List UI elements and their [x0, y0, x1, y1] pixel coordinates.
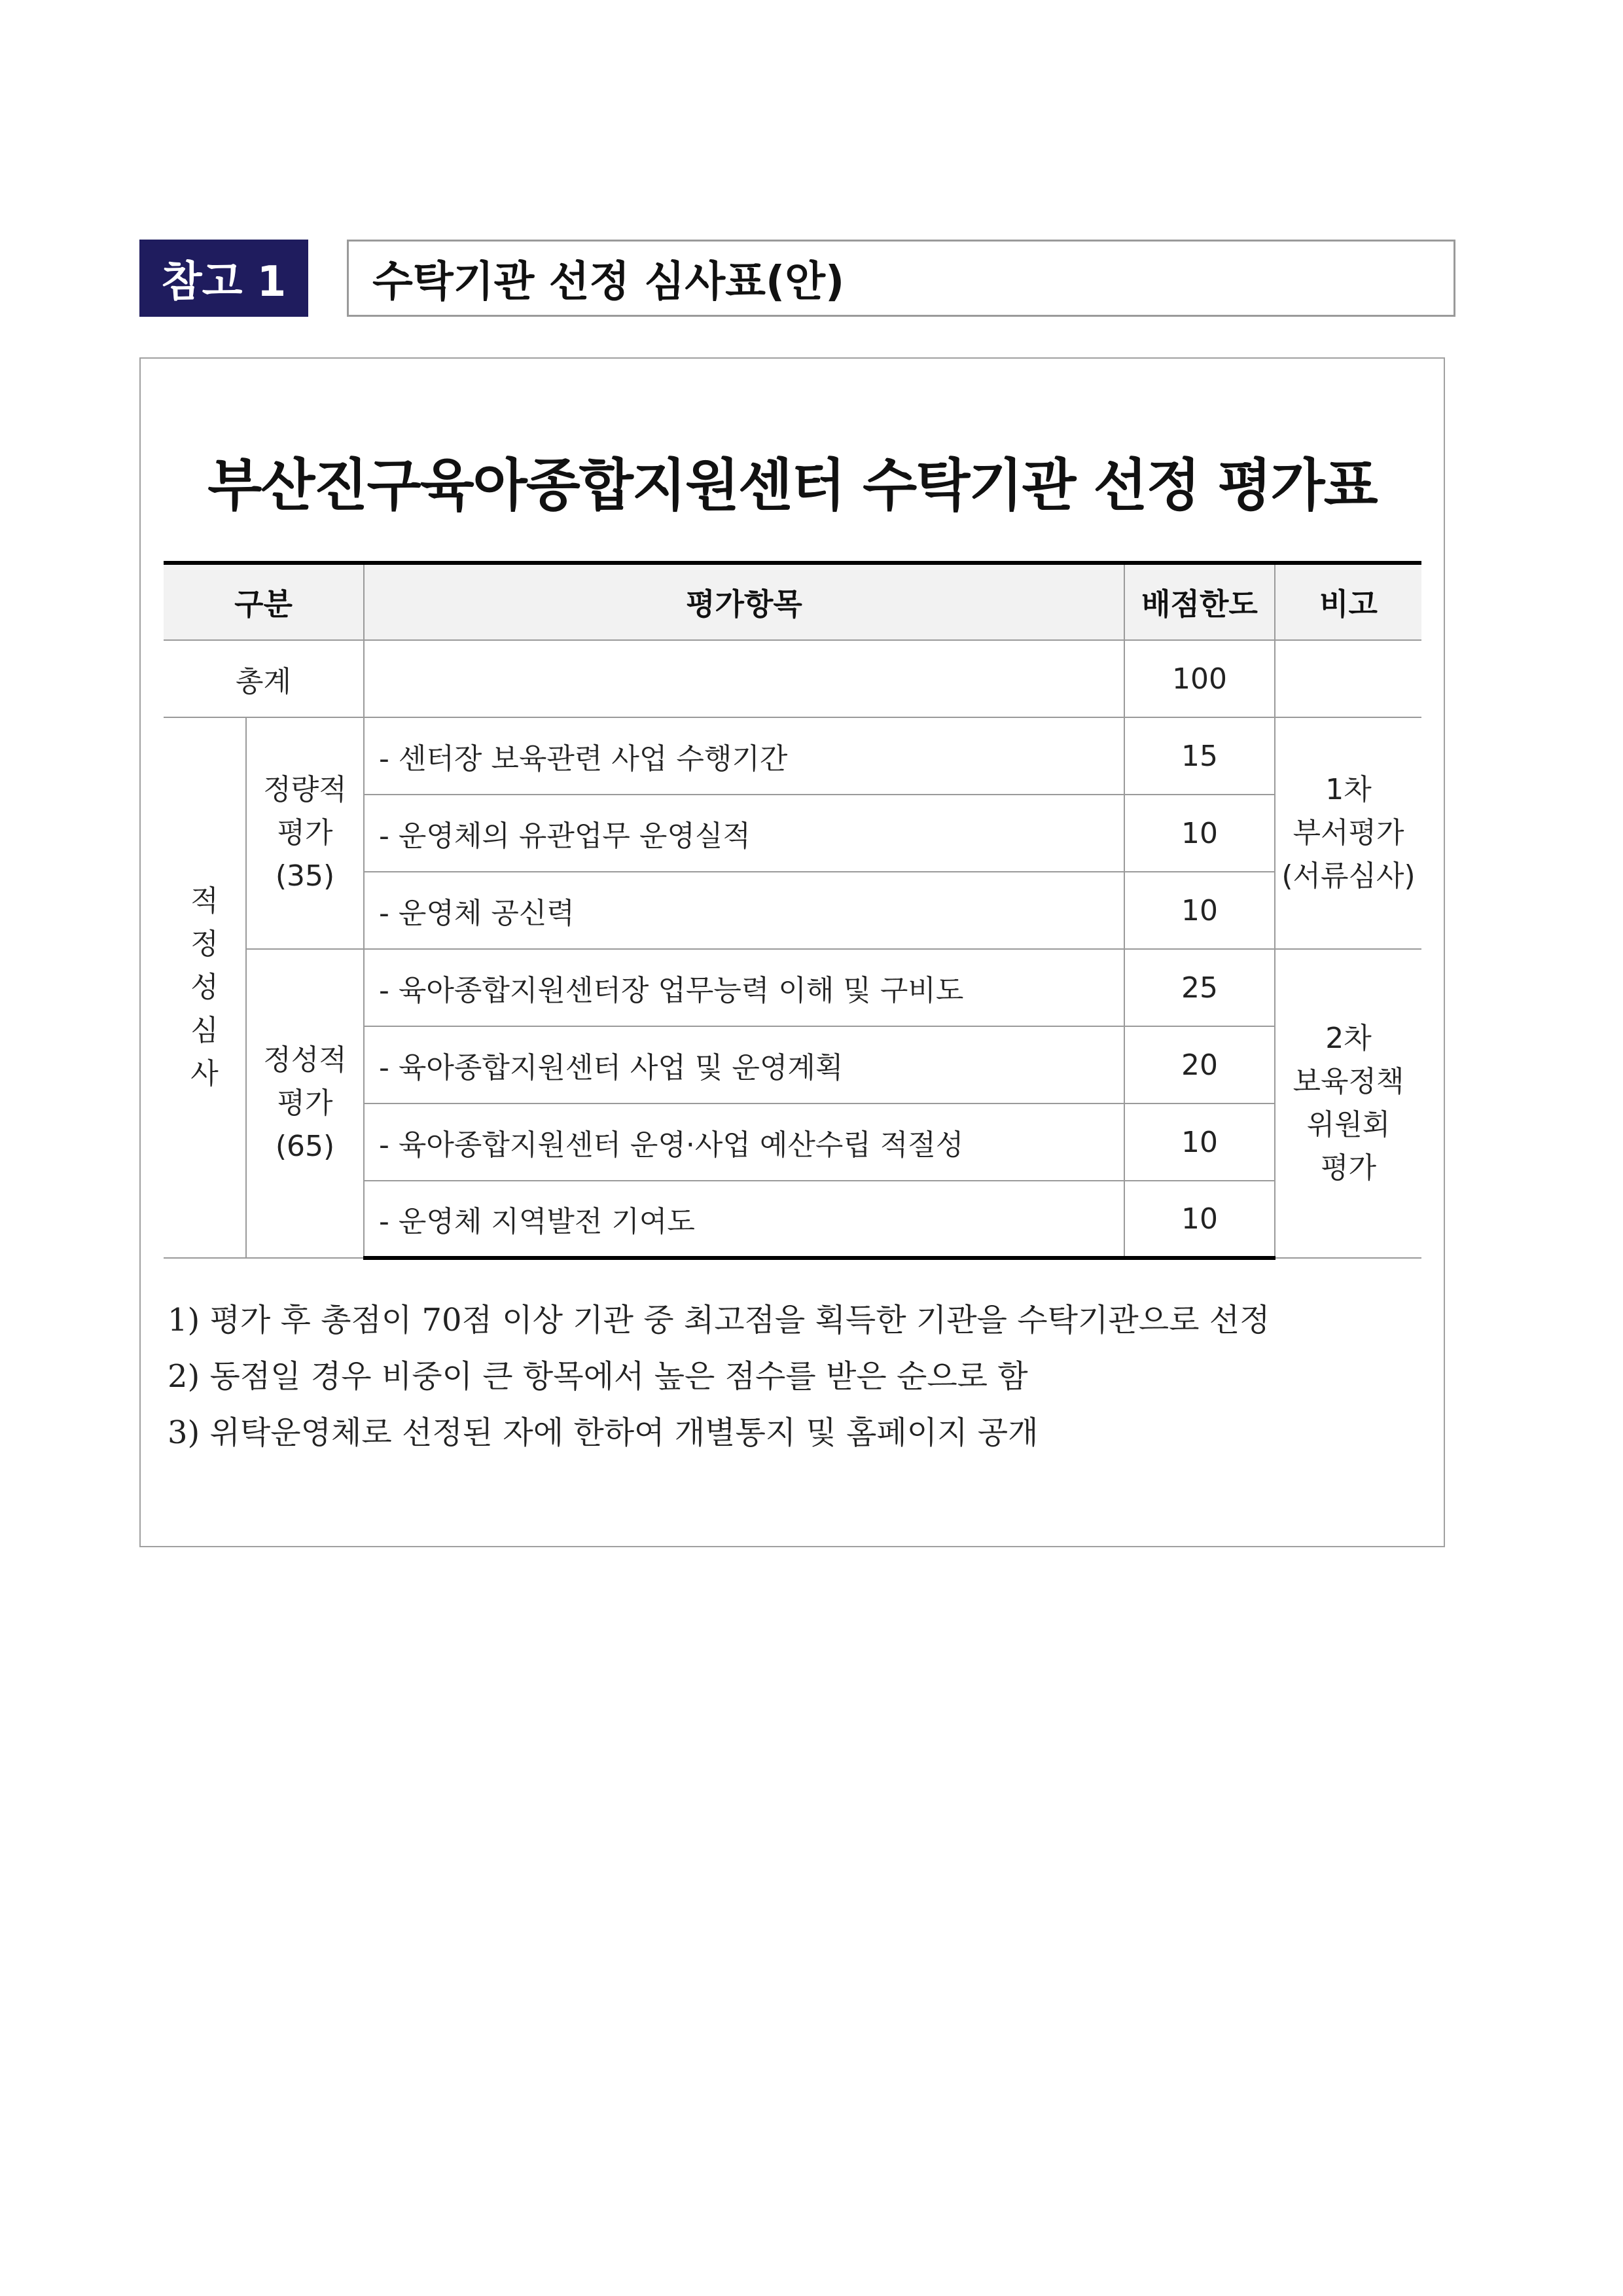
evaluation-item: - 운영체 지역발전 기여도 [364, 1181, 1124, 1258]
remark-qualitative [1275, 949, 1421, 1258]
group-label-line: (35) [275, 859, 335, 893]
evaluation-table [164, 561, 1421, 1260]
remark-line: 평가 [1320, 1151, 1376, 1185]
footnote: 2) 동점일 경우 비중이 큰 항목에서 높은 점수를 받은 순으로 함 [168, 1358, 1028, 1395]
remark-line: (서류심사) [1281, 859, 1416, 893]
group-label-line: 평가 [277, 816, 333, 850]
group-label-line: 정량적 [263, 773, 347, 806]
footnotes [168, 1292, 1270, 1461]
total-score: 100 [1124, 640, 1275, 717]
table-header-row [164, 563, 1421, 640]
group-label-line: (65) [275, 1130, 335, 1163]
header-category: 구분 [164, 563, 364, 640]
evaluation-item: - 육아종합지원센터장 업무능력 이해 및 구비도 [364, 949, 1124, 1026]
score-cell: 10 [1124, 1181, 1275, 1258]
remark-line: 위원회 [1306, 1108, 1391, 1141]
reference-title: 수탁기관 선정 심사표(안) [347, 240, 1455, 317]
header-remark: 비고 [1275, 563, 1421, 640]
group-label-line: 정성적 [263, 1043, 347, 1077]
evaluation-table-title: 부산진구육아종합지원센터 수탁기관 선정 평가표 [207, 453, 1377, 518]
table-row [164, 717, 1421, 795]
score-cell: 10 [1124, 1103, 1275, 1181]
group-label-line: 평가 [277, 1086, 333, 1120]
evaluation-item: - 육아종합지원센터 운영·사업 예산수립 적절성 [364, 1103, 1124, 1181]
remark-line: 부서평가 [1293, 816, 1404, 850]
footnote: 3) 위탁운영체로 선정된 자에 한하여 개별통지 및 홈페이지 공개 [168, 1414, 1039, 1451]
group-label-qualitative [246, 949, 364, 1258]
score-cell: 10 [1124, 795, 1275, 872]
evaluation-item: - 운영체 공신력 [364, 872, 1124, 949]
section-label [164, 717, 246, 1258]
table-row [164, 949, 1421, 1026]
remark-line: 1차 [1325, 773, 1372, 806]
reference-badge: 참고 1 [139, 240, 308, 317]
section-label-char: 심 [190, 1014, 219, 1047]
header-score: 배점한도 [1124, 563, 1275, 640]
remark-quantitative [1275, 717, 1421, 949]
score-cell: 10 [1124, 872, 1275, 949]
section-label-char: 정 [190, 927, 219, 961]
score-cell: 25 [1124, 949, 1275, 1026]
remark-line: 2차 [1325, 1022, 1372, 1055]
evaluation-item: - 센터장 보육관련 사업 수행기간 [364, 717, 1124, 795]
section-label-char: 적 [190, 884, 219, 918]
section-label-char: 성 [190, 971, 219, 1004]
evaluation-item: - 육아종합지원센터 사업 및 운영계획 [364, 1026, 1124, 1103]
remark-line: 보육정책 [1293, 1065, 1404, 1098]
score-cell: 20 [1124, 1026, 1275, 1103]
total-row [164, 640, 1421, 717]
score-cell: 15 [1124, 717, 1275, 795]
total-item [364, 640, 1124, 717]
total-remark [1275, 640, 1421, 717]
total-label: 총계 [164, 640, 364, 717]
group-label-quantitative [246, 717, 364, 949]
header-item: 평가항목 [364, 563, 1124, 640]
evaluation-item: - 운영체의 유관업무 운영실적 [364, 795, 1124, 872]
footnote: 1) 평가 후 총점이 70점 이상 기관 중 최고점을 획득한 기관을 수탁기관으로 선정 [168, 1302, 1270, 1338]
section-label-char: 사 [190, 1057, 219, 1090]
